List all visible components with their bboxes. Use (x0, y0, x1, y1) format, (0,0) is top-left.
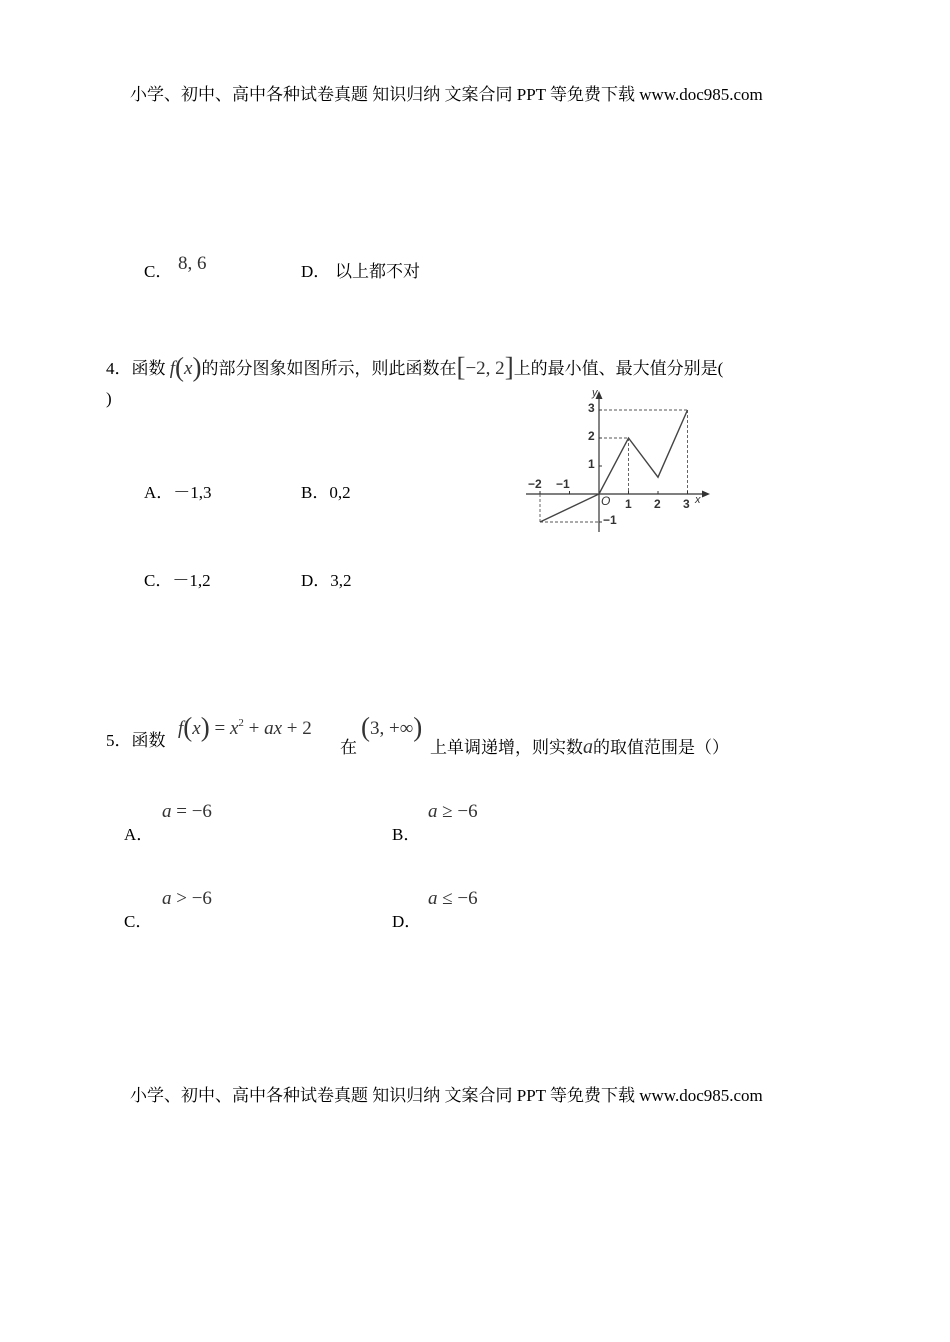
q5-number: 5． (106, 731, 132, 750)
q4-text-1: 函数 (131, 359, 166, 378)
q5-option-c-value (162, 888, 212, 910)
q5-text-2: 在 (340, 738, 357, 757)
q4-option-c-value: －1,2 (172, 571, 211, 590)
q4-option-c (144, 566, 211, 591)
q5-f: f (178, 718, 184, 739)
q5-option-c-var: a (162, 888, 172, 909)
q4-interval: −2, 2 (465, 358, 505, 379)
q5-interval (361, 712, 422, 743)
q4-option-b-value: 0,2 (329, 483, 351, 502)
q4-option-a-label: A． (144, 483, 174, 502)
q5-option-a-var: a (162, 801, 172, 822)
x-axis-label: x (695, 494, 701, 506)
q5-option-c-expr: > −6 (171, 888, 212, 909)
q4-text-3: 上的最小值、最大值分别是( (513, 359, 724, 378)
y-tick-label-1: 1 (588, 457, 595, 471)
x-tick-label-1: 1 (625, 497, 632, 511)
q4-option-d-value: 3,2 (330, 571, 352, 590)
q3-option-c-value: 8, 6 (178, 253, 207, 274)
q5-a: a (264, 718, 274, 739)
q5-stem (106, 726, 166, 751)
q5-option-b-label: B． (392, 825, 421, 844)
q5-equals: = (209, 718, 230, 739)
q5-option-c-label: C． (124, 912, 153, 931)
q4-lparen: ( (175, 352, 185, 382)
x-tick-label-3: 3 (683, 497, 690, 511)
q3-option-c-label: C． (144, 262, 173, 281)
function-curve (540, 410, 688, 522)
q3-option-d-label: D． (301, 262, 331, 281)
q5-x-squared-base: x (229, 718, 239, 739)
q5-option-a-expr: = −6 (171, 801, 212, 822)
q5-option-b-var: a (428, 801, 438, 822)
q4-f: f (169, 358, 176, 379)
q4-option-a (144, 478, 212, 503)
q5-function-formula (178, 712, 312, 743)
q4-text-4: ) (106, 389, 112, 408)
q5-x: x (192, 718, 201, 739)
x-axis-arrow-icon (702, 491, 710, 498)
q5-plus-1: + (243, 718, 265, 739)
q5-option-b-expr: ≥ −6 (437, 801, 478, 822)
q4-rparen: ) (192, 352, 202, 382)
page-footer: 小学、初中、高中各种试卷真题 知识归纳 文案合同 PPT 等免费下载 www.doc985.com (130, 1086, 763, 1105)
q5-interval-lparen: ( (361, 712, 370, 742)
q5-exponent: 2 (238, 717, 244, 729)
x-tick-label-2: 2 (654, 497, 661, 511)
x-tick-label-neg1: −1 (556, 477, 570, 491)
q4-text-2: 的部分图象如图所示，则此函数在 (201, 359, 457, 378)
q5-option-b-value (428, 801, 478, 823)
x-tick-label-neg2: −2 (528, 477, 542, 491)
q5-option-a-value (162, 801, 212, 823)
origin-label: O (601, 494, 611, 508)
q5-interval-value: 3, +∞ (370, 718, 414, 739)
q5-text-3-wrap (430, 733, 729, 759)
q4-x: x (184, 358, 193, 379)
q5-lparen: ( (183, 712, 193, 742)
q5-option-a-label: A． (124, 825, 154, 844)
q4-option-b (301, 478, 351, 503)
y-tick-label-3: 3 (588, 401, 595, 415)
q5-option-d-expr: ≤ −6 (437, 888, 478, 909)
q5-option-d-var: a (428, 888, 438, 909)
function-graph (520, 382, 720, 538)
y-axis-label: y (592, 387, 598, 399)
q5-interval-rparen: ) (413, 712, 423, 742)
q4-option-c-label: C． (144, 571, 173, 590)
q4-option-a-value: －1,3 (173, 483, 212, 502)
q5-plus-2: + 2 (282, 718, 312, 739)
q5-option-d-label: D． (392, 912, 422, 931)
q4-option-d-label: D． (301, 571, 331, 590)
y-tick-label-neg1: −1 (603, 513, 617, 527)
page-header: 小学、初中、高中各种试卷真题 知识归纳 文案合同 PPT 等免费下载 www.doc985.com (130, 85, 763, 104)
q4-option-b-label: B． (301, 483, 330, 502)
q4-lbracket: [ (456, 352, 466, 382)
q4-number: 4． (106, 359, 132, 378)
q5-text-4: 的取值范围是（） (593, 738, 729, 757)
q5-text-1: 函数 (131, 731, 166, 750)
q5-text-3: 上单调递增，则实数 (430, 738, 583, 757)
q4-option-d (301, 566, 352, 591)
q3-option-d-value: 以上都不对 (335, 262, 420, 281)
q5-rparen: ) (200, 712, 210, 742)
q5-option-d-value (428, 888, 478, 910)
q4-rbracket: ] (504, 352, 514, 382)
q5-x-linear: x (273, 718, 283, 739)
q4-stem (106, 352, 723, 383)
q5-var-a: a (583, 736, 593, 758)
y-tick-label-2: 2 (588, 429, 595, 443)
